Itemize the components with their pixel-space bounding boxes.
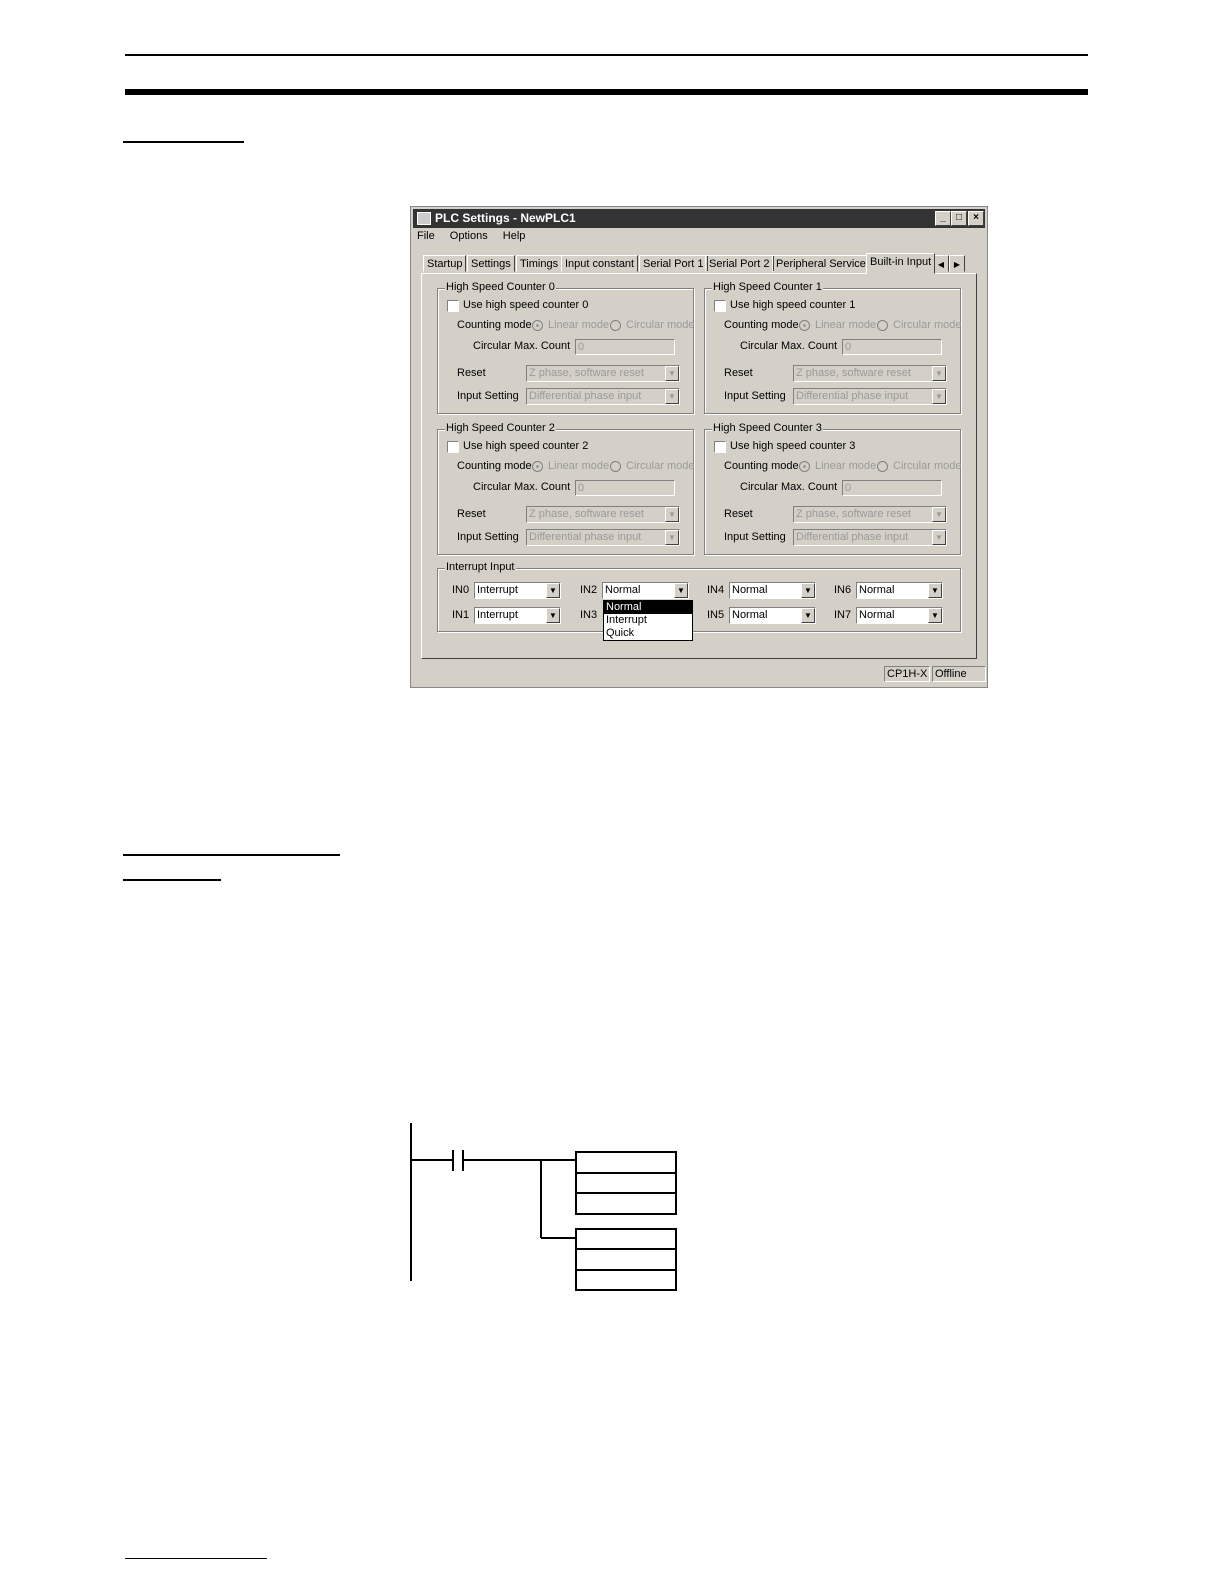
use-counter-label: Use high speed counter 1 — [730, 299, 856, 311]
use-counter-label: Use high speed counter 2 — [463, 440, 589, 452]
chevron-down-icon[interactable]: ▼ — [932, 389, 946, 404]
heading-underline-2 — [123, 854, 340, 856]
interrupt-in3-label: IN3 — [580, 609, 598, 621]
tab-peripheral-service[interactable]: Peripheral Service — [772, 255, 870, 272]
high-speed-counter-1-group — [704, 281, 962, 414]
circular-max-count-label: Circular Max. Count — [740, 340, 838, 352]
reset-select[interactable]: Z phase, software reset ▼ — [526, 365, 680, 382]
high-speed-counter-3-group — [704, 422, 962, 555]
counting-mode-label: Counting mode — [457, 319, 532, 331]
title-bar[interactable] — [413, 209, 985, 228]
use-counter-checkbox[interactable] — [447, 441, 459, 453]
reset-label: Reset — [724, 508, 753, 520]
reset-label: Reset — [457, 508, 486, 520]
input-setting-label: Input Setting — [457, 390, 519, 402]
chevron-down-icon[interactable]: ▼ — [928, 583, 942, 598]
plc-settings-window — [410, 206, 988, 688]
circular-mode-radio[interactable] — [877, 320, 888, 331]
chevron-down-icon[interactable]: ▼ — [665, 389, 679, 404]
chevron-down-icon[interactable]: ▼ — [674, 583, 688, 598]
use-counter-checkbox[interactable] — [447, 300, 459, 312]
chevron-down-icon[interactable]: ▼ — [546, 583, 560, 598]
window-title: PLC Settings - NewPLC1 — [435, 211, 576, 225]
use-counter-label: Use high speed counter 0 — [463, 299, 589, 311]
chevron-down-icon[interactable]: ▼ — [665, 366, 679, 381]
tab-scroll-right-button[interactable]: ▶ — [949, 255, 965, 272]
counting-mode-label: Counting mode — [724, 460, 799, 472]
linear-mode-label: Linear mode — [548, 460, 610, 472]
maximize-button[interactable]: □ — [951, 211, 967, 226]
in3-dropdown-list[interactable] — [603, 600, 693, 641]
counter-legend: High Speed Counter 2 — [446, 422, 555, 434]
reset-select[interactable]: Z phase, software reset ▼ — [526, 506, 680, 523]
interrupt-in0-label: IN0 — [452, 584, 470, 596]
reset-select[interactable]: Z phase, software reset ▼ — [793, 506, 947, 523]
circular-mode-radio[interactable] — [877, 461, 888, 472]
counter-legend: High Speed Counter 0 — [446, 281, 555, 293]
input-setting-label: Input Setting — [724, 390, 786, 402]
tab-scroll-left-button[interactable]: ◀ — [933, 255, 949, 272]
heading-underline-3 — [123, 879, 221, 881]
close-button[interactable]: × — [968, 211, 984, 226]
interrupt-in1-label: IN1 — [452, 609, 470, 621]
linear-mode-radio[interactable] — [532, 461, 543, 472]
dropdown-option-quick[interactable]: Quick — [606, 627, 635, 639]
reset-label: Reset — [724, 367, 753, 379]
interrupt-in5-label: IN5 — [707, 609, 725, 621]
minimize-button[interactable]: _ — [935, 211, 951, 226]
chevron-down-icon[interactable]: ▼ — [932, 507, 946, 522]
linear-mode-radio[interactable] — [532, 320, 543, 331]
circular-max-count-input[interactable]: 0 — [842, 339, 942, 355]
circular-mode-radio[interactable] — [610, 320, 621, 331]
circular-max-count-label: Circular Max. Count — [740, 481, 838, 493]
input-setting-select[interactable]: Differential phase input ▼ — [793, 529, 947, 546]
circular-mode-label: Circular mode — [626, 319, 695, 331]
interrupt-in2-label: IN2 — [580, 584, 598, 596]
dropdown-option-normal[interactable]: Normal — [604, 601, 692, 614]
header-rule-thick — [125, 89, 1088, 95]
interrupt-in6-select[interactable]: Normal ▼ — [856, 582, 943, 599]
dropdown-option-interrupt[interactable]: Interrupt — [606, 614, 647, 626]
chevron-down-icon[interactable]: ▼ — [928, 608, 942, 623]
interrupt-in5-select[interactable]: Normal ▼ — [729, 607, 816, 624]
linear-mode-label: Linear mode — [548, 319, 610, 331]
input-setting-select[interactable]: Differential phase input ▼ — [526, 388, 680, 405]
interrupt-in2-select[interactable]: Normal ▼ — [602, 582, 689, 599]
status-state: Offline — [932, 666, 986, 682]
tab-serial-port-2[interactable]: Serial Port 2 — [705, 255, 774, 272]
interrupt-in1-select[interactable]: Interrupt ▼ — [474, 607, 561, 624]
circular-mode-label: Circular mode — [626, 460, 695, 472]
status-model: CP1H-X — [884, 666, 930, 682]
reset-select[interactable]: Z phase, software reset ▼ — [793, 365, 947, 382]
tab-serial-port-1[interactable]: Serial Port 1 — [639, 255, 708, 272]
interrupt-in7-select[interactable]: Normal ▼ — [856, 607, 943, 624]
instruction-block-1 — [576, 1152, 676, 1214]
circular-max-count-input[interactable]: 0 — [575, 339, 675, 355]
circular-max-count-label: Circular Max. Count — [473, 340, 571, 352]
circular-mode-radio[interactable] — [610, 461, 621, 472]
chevron-down-icon[interactable]: ▼ — [932, 366, 946, 381]
circular-max-count-input[interactable]: 0 — [575, 480, 675, 496]
header-rule-thin — [125, 54, 1088, 56]
app-icon — [417, 212, 431, 225]
counting-mode-label: Counting mode — [724, 319, 799, 331]
circular-mode-label: Circular mode — [893, 319, 962, 331]
chevron-down-icon[interactable]: ▼ — [665, 507, 679, 522]
input-setting-label: Input Setting — [457, 531, 519, 543]
ladder-diagram — [400, 1115, 690, 1295]
circular-max-count-input[interactable]: 0 — [842, 480, 942, 496]
heading-underline — [123, 141, 244, 143]
menu-file[interactable]: File — [417, 230, 435, 242]
chevron-down-icon[interactable]: ▼ — [801, 608, 815, 623]
circular-max-count-label: Circular Max. Count — [473, 481, 571, 493]
reset-label: Reset — [457, 367, 486, 379]
input-setting-label: Input Setting — [724, 531, 786, 543]
interrupt-input-group — [437, 561, 961, 632]
use-counter-checkbox[interactable] — [714, 441, 726, 453]
use-counter-label: Use high speed counter 3 — [730, 440, 856, 452]
interrupt-in0-select[interactable]: Interrupt ▼ — [474, 582, 561, 599]
tab-startup[interactable]: Startup — [423, 255, 466, 272]
tab-settings[interactable]: Settings — [467, 255, 515, 272]
circular-mode-label: Circular mode — [893, 460, 962, 472]
tab-input-constant[interactable]: Input constant — [561, 255, 638, 272]
menu-options[interactable]: Options — [449, 230, 488, 242]
chevron-down-icon[interactable]: ▼ — [665, 530, 679, 545]
interrupt-in4-label: IN4 — [707, 584, 725, 596]
high-speed-counter-0-group — [437, 281, 695, 414]
interrupt-in4-select[interactable]: Normal ▼ — [729, 582, 816, 599]
counting-mode-label: Counting mode — [457, 460, 532, 472]
linear-mode-radio[interactable] — [799, 461, 810, 472]
chevron-down-icon[interactable]: ▼ — [801, 583, 815, 598]
instruction-block-2 — [576, 1229, 676, 1290]
footer-rule — [125, 1558, 267, 1559]
counter-legend: High Speed Counter 3 — [713, 422, 822, 434]
linear-mode-label: Linear mode — [815, 319, 877, 331]
tab-timings[interactable]: Timings — [516, 255, 562, 272]
interrupt-in7-label: IN7 — [834, 609, 852, 621]
chevron-down-icon[interactable]: ▼ — [546, 608, 560, 623]
input-setting-select[interactable]: Differential phase input ▼ — [526, 529, 680, 546]
linear-mode-label: Linear mode — [815, 460, 877, 472]
counter-legend: High Speed Counter 1 — [713, 281, 822, 293]
chevron-down-icon[interactable]: ▼ — [932, 530, 946, 545]
interrupt-in6-label: IN6 — [834, 584, 852, 596]
high-speed-counter-2-group — [437, 422, 695, 555]
input-setting-select[interactable]: Differential phase input ▼ — [793, 388, 947, 405]
tab-built-in-input[interactable]: Built-in Input — [866, 253, 935, 274]
menu-bar — [417, 230, 537, 242]
interrupt-input-legend: Interrupt Input — [446, 561, 515, 573]
linear-mode-radio[interactable] — [799, 320, 810, 331]
menu-help[interactable]: Help — [502, 230, 526, 242]
built-in-input-panel — [421, 273, 977, 659]
use-counter-checkbox[interactable] — [714, 300, 726, 312]
